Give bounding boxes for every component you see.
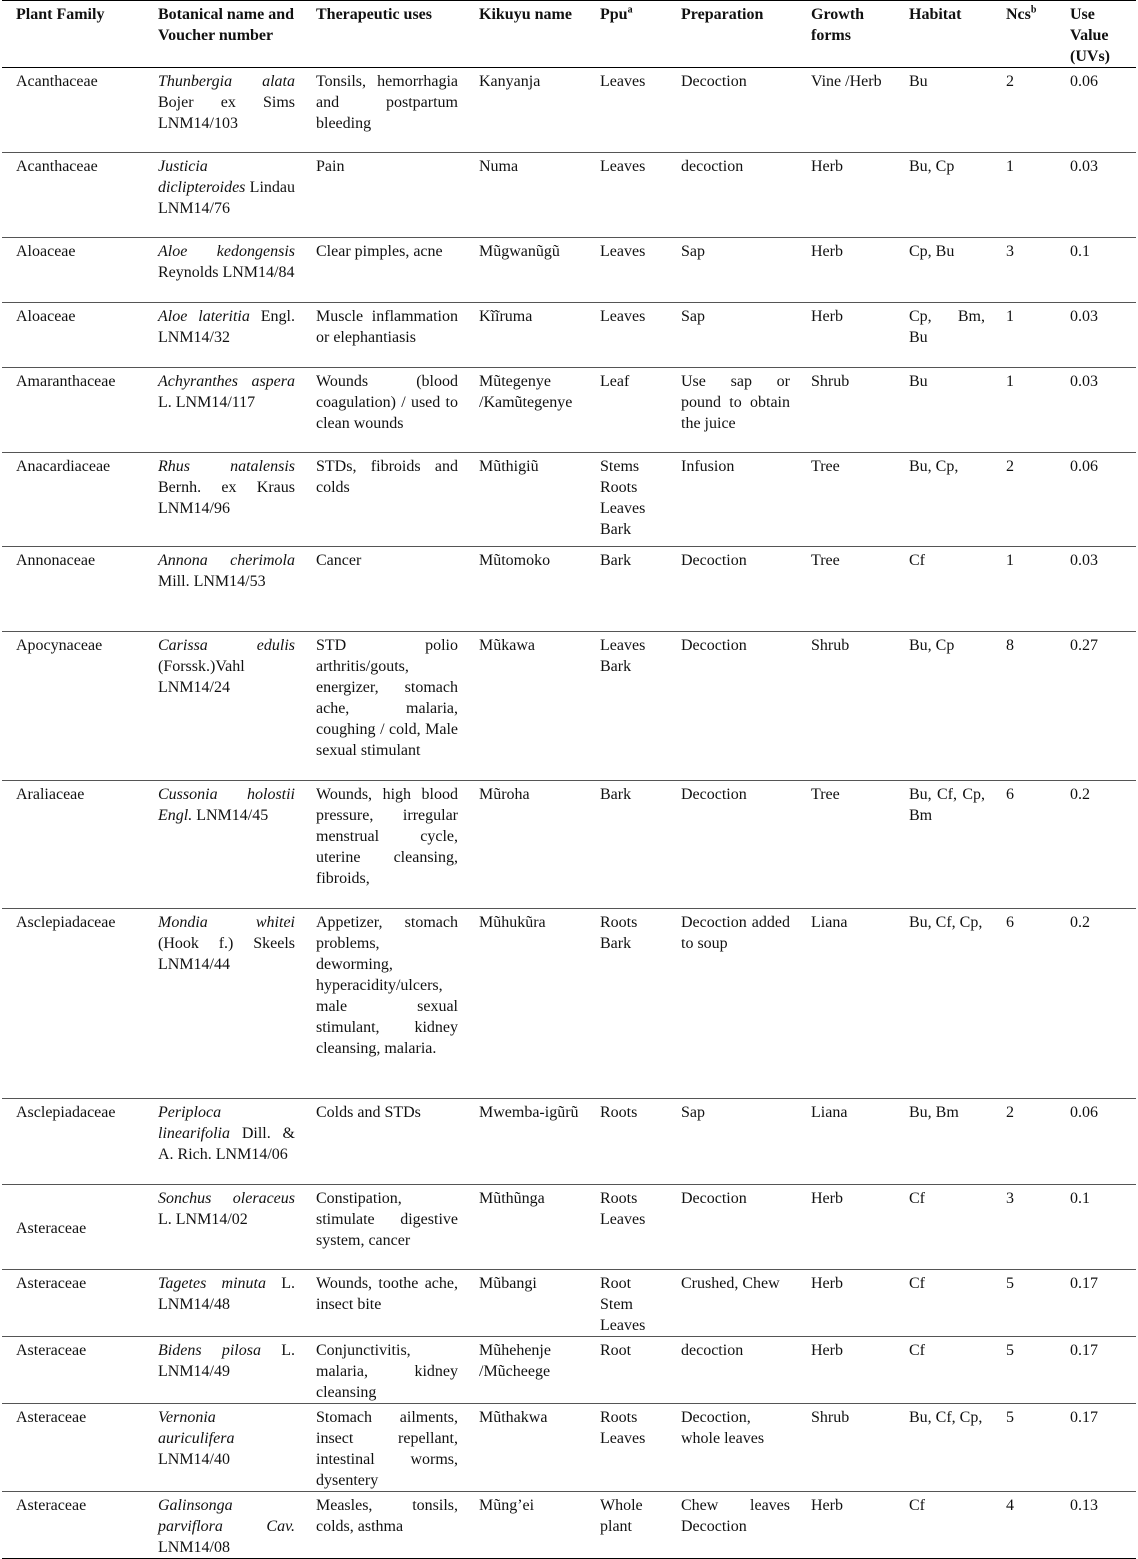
table-row xyxy=(2,303,1136,368)
cell-botanical xyxy=(144,1404,302,1492)
cell-botanical xyxy=(144,238,302,303)
species-name: Achyranthes aspera xyxy=(158,373,295,390)
cell-family: Asteraceae xyxy=(2,1492,144,1559)
cell-ppu: Whole plant xyxy=(586,1492,667,1559)
cell-uses: STD polio arthritis/gouts, energizer, stomach ache, malaria, coughing / cold, Male sexual stimulant xyxy=(302,632,465,781)
cell-ncs: 8 xyxy=(992,632,1056,781)
species-name: Aloe lateritia xyxy=(158,308,250,325)
cell-family: Aloaceae xyxy=(2,238,144,303)
cell-growth: Herb xyxy=(797,1185,895,1270)
cell-uses: Appetizer, stomach problems, deworming, hyperacidity/ulcers, male sexual stimulant, kidney cleansing, malaria. xyxy=(302,909,465,1099)
header-ppu-footnote: a xyxy=(627,4,633,16)
cell-ppu: Leaves xyxy=(586,153,667,238)
author-voucher: L. LNM14/117 xyxy=(158,394,256,411)
cell-habitat: Bu, Cp xyxy=(895,153,992,238)
cell-botanical xyxy=(144,781,302,909)
cell-prep: Crushed, Chew xyxy=(667,1270,797,1337)
cell-growth: Liana xyxy=(797,1099,895,1185)
cell-growth: Herb xyxy=(797,238,895,303)
cell-botanical xyxy=(144,68,302,153)
cell-ncs: 4 xyxy=(992,1492,1056,1559)
species-name: Justicia diclipteroides xyxy=(158,158,246,196)
cell-uses: Cancer xyxy=(302,547,465,632)
cell-ppu: Root Stem Leaves xyxy=(586,1270,667,1337)
cell-uv: 0.06 xyxy=(1056,1099,1136,1185)
cell-uv: 0.1 xyxy=(1056,238,1136,303)
cell-ncs: 2 xyxy=(992,1099,1056,1185)
header-family: Plant Family xyxy=(2,1,144,68)
cell-ppu: Roots Leaves xyxy=(586,1185,667,1270)
table-row xyxy=(2,1099,1136,1185)
cell-uses: Muscle inflammation or elephantiasis xyxy=(302,303,465,368)
cell-uv: 0.03 xyxy=(1056,368,1136,453)
cell-ppu: Roots xyxy=(586,1099,667,1185)
cell-botanical xyxy=(144,909,302,1099)
cell-uses: Measles, tonsils, colds, asthma xyxy=(302,1492,465,1559)
cell-uses: Tonsils, hemorrhagia and postpartum bleeding xyxy=(302,68,465,153)
cell-family: Asteraceae xyxy=(2,1337,144,1404)
header-prep: Preparation xyxy=(667,1,797,68)
cell-habitat: Cf xyxy=(895,1337,992,1404)
header-botanical: Botanical name and Voucher number xyxy=(144,1,302,68)
species-name: Rhus natalensis xyxy=(158,458,295,475)
author-voucher: Reynolds LNM14/84 xyxy=(158,264,295,281)
cell-ppu: Bark xyxy=(586,781,667,909)
cell-botanical xyxy=(144,1492,302,1559)
cell-ppu: Stems Roots Leaves Bark xyxy=(586,453,667,547)
cell-ppu: Roots Leaves xyxy=(586,1404,667,1492)
cell-habitat: Bu, Cf, Cp, xyxy=(895,1404,992,1492)
cell-kikuyu: Mũkawa xyxy=(465,632,586,781)
cell-ncs: 1 xyxy=(992,547,1056,632)
species-name: Aloe kedongensis xyxy=(158,243,295,260)
cell-prep: Sap xyxy=(667,303,797,368)
cell-prep: Decoction xyxy=(667,1185,797,1270)
table-row xyxy=(2,153,1136,238)
author-voucher: LNM14/45 xyxy=(196,807,269,824)
cell-ppu: Roots Bark xyxy=(586,909,667,1099)
table-row xyxy=(2,632,1136,781)
cell-kikuyu: Numa xyxy=(465,153,586,238)
species-name: Bidens pilosa xyxy=(158,1342,261,1359)
cell-ppu: Leaf xyxy=(586,368,667,453)
cell-habitat: Bu, Bm xyxy=(895,1099,992,1185)
cell-habitat: Bu, Cf, Cp, xyxy=(895,909,992,1099)
cell-prep: decoction xyxy=(667,1337,797,1404)
species-name: Thunbergia alata xyxy=(158,73,295,90)
author-voucher: LNM14/08 xyxy=(158,1539,230,1556)
cell-kikuyu: Mũgwanũgũ xyxy=(465,238,586,303)
cell-uv: 0.03 xyxy=(1056,153,1136,238)
cell-family: Asteraceae xyxy=(2,1270,144,1337)
cell-ncs: 5 xyxy=(992,1337,1056,1404)
cell-kikuyu: Mũtegenye /Kamũtegenye xyxy=(465,368,586,453)
cell-prep: Sap xyxy=(667,1099,797,1185)
cell-uv: 0.17 xyxy=(1056,1404,1136,1492)
cell-growth: Tree xyxy=(797,781,895,909)
cell-habitat: Bu, Cf, Cp, Bm xyxy=(895,781,992,909)
cell-prep: Infusion xyxy=(667,453,797,547)
cell-uv: 0.06 xyxy=(1056,68,1136,153)
cell-botanical xyxy=(144,1185,302,1270)
table-row xyxy=(2,547,1136,632)
table-row xyxy=(2,453,1136,547)
cell-ppu: Leaves xyxy=(586,238,667,303)
cell-family: Acanthaceae xyxy=(2,153,144,238)
cell-growth: Liana xyxy=(797,909,895,1099)
header-growth: Growth forms xyxy=(797,1,895,68)
cell-kikuyu: Mũtomoko xyxy=(465,547,586,632)
cell-botanical xyxy=(144,453,302,547)
cell-family: Asteraceae xyxy=(2,1404,144,1492)
cell-prep: Decoction, whole leaves xyxy=(667,1404,797,1492)
header-uses: Therapeutic uses xyxy=(302,1,465,68)
author-voucher: LNM14/40 xyxy=(158,1451,230,1468)
cell-botanical xyxy=(144,547,302,632)
cell-kikuyu: Mũthigiũ xyxy=(465,453,586,547)
species-name: Cussonia holostii Engl. xyxy=(158,786,295,824)
species-name: Annona cherimola xyxy=(158,552,295,569)
author-voucher: Bojer ex Sims LNM14/103 xyxy=(158,94,295,132)
header-ncs-label: Ncs xyxy=(1006,6,1031,23)
cell-botanical xyxy=(144,1270,302,1337)
cell-uv: 0.06 xyxy=(1056,453,1136,547)
header-ncs-footnote: b xyxy=(1030,4,1037,16)
cell-family: Araliaceae xyxy=(2,781,144,909)
cell-ncs: 1 xyxy=(992,303,1056,368)
cell-family: Acanthaceae xyxy=(2,68,144,153)
cell-family: Asclepiadaceae xyxy=(2,1099,144,1185)
cell-growth: Shrub xyxy=(797,1404,895,1492)
species-name: Vernonia auriculifera xyxy=(158,1409,235,1447)
cell-growth: Shrub xyxy=(797,368,895,453)
cell-ncs: 1 xyxy=(992,153,1056,238)
cell-growth: Tree xyxy=(797,547,895,632)
table-row xyxy=(2,1185,1136,1270)
header-habitat: Habitat xyxy=(895,1,992,68)
cell-uv: 0.1 xyxy=(1056,1185,1136,1270)
cell-growth: Shrub xyxy=(797,632,895,781)
author-voucher: (Hook f.) Skeels LNM14/44 xyxy=(158,935,295,973)
cell-ncs: 3 xyxy=(992,1185,1056,1270)
cell-prep: Decoction xyxy=(667,547,797,632)
species-name: Galinsonga parviflora Cav. xyxy=(158,1497,295,1535)
cell-uv: 0.2 xyxy=(1056,781,1136,909)
cell-uses: Wounds (blood coagulation) / used to clean wounds xyxy=(302,368,465,453)
cell-ncs: 1 xyxy=(992,368,1056,453)
cell-ncs: 2 xyxy=(992,68,1056,153)
cell-growth: Herb xyxy=(797,1492,895,1559)
cell-uses: Conjunctivitis, malaria, kidney cleansing xyxy=(302,1337,465,1404)
cell-prep: Chew leaves Decoction xyxy=(667,1492,797,1559)
cell-family: Asteraceae xyxy=(2,1185,144,1270)
cell-family: Apocynaceae xyxy=(2,632,144,781)
cell-habitat: Bu, Cp xyxy=(895,632,992,781)
cell-kikuyu: Mũthũnga xyxy=(465,1185,586,1270)
cell-prep: Decoction added to soup xyxy=(667,909,797,1099)
author-voucher: (Forssk.)Vahl LNM14/24 xyxy=(158,658,245,696)
plant-table xyxy=(2,0,1136,1559)
cell-kikuyu: Mũroha xyxy=(465,781,586,909)
author-voucher: Lindau LNM14/76 xyxy=(158,179,295,217)
cell-habitat: Cf xyxy=(895,1492,992,1559)
table-row xyxy=(2,1270,1136,1337)
author-voucher: Bernh. ex Kraus LNM14/96 xyxy=(158,479,295,517)
cell-uses: Wounds, high blood pressure, irregular menstrual cycle, uterine cleansing, fibroids, xyxy=(302,781,465,909)
header-ncs xyxy=(992,1,1056,68)
cell-ncs: 2 xyxy=(992,453,1056,547)
cell-growth: Tree xyxy=(797,453,895,547)
cell-habitat: Cf xyxy=(895,1270,992,1337)
table-row xyxy=(2,909,1136,1099)
cell-kikuyu: Mũng’ei xyxy=(465,1492,586,1559)
cell-uv: 0.17 xyxy=(1056,1270,1136,1337)
cell-prep: Decoction xyxy=(667,68,797,153)
header-ppu xyxy=(586,1,667,68)
cell-kikuyu: Mwemba-igũrũ xyxy=(465,1099,586,1185)
cell-uv: 0.13 xyxy=(1056,1492,1136,1559)
cell-ppu: Root xyxy=(586,1337,667,1404)
header-uv: Use Value (UVs) xyxy=(1056,1,1136,68)
header-kikuyu: Kikuyu name xyxy=(465,1,586,68)
cell-ncs: 5 xyxy=(992,1270,1056,1337)
cell-uses: Stomach ailments, insect repellant, intestinal worms, dysentery xyxy=(302,1404,465,1492)
cell-kikuyu: Mũbangi xyxy=(465,1270,586,1337)
species-name: Carissa edulis xyxy=(158,637,295,654)
table-row xyxy=(2,368,1136,453)
cell-growth: Herb xyxy=(797,1270,895,1337)
cell-ppu: Leaves Bark xyxy=(586,632,667,781)
author-voucher: L. LNM14/48 xyxy=(158,1275,295,1313)
cell-botanical xyxy=(144,153,302,238)
cell-kikuyu: Kanyanja xyxy=(465,68,586,153)
cell-habitat: Cf xyxy=(895,1185,992,1270)
cell-habitat: Cp, Bu xyxy=(895,238,992,303)
cell-growth: Herb xyxy=(797,303,895,368)
cell-ppu: Bark xyxy=(586,547,667,632)
author-voucher: Dill. & A. Rich. LNM14/06 xyxy=(158,1125,295,1163)
cell-growth: Herb xyxy=(797,153,895,238)
cell-kikuyu: Mũhehenje /Mũcheege xyxy=(465,1337,586,1404)
author-voucher: L. LNM14/49 xyxy=(158,1342,295,1380)
header-row xyxy=(2,1,1136,68)
cell-growth: Vine /Herb xyxy=(797,68,895,153)
cell-prep: Decoction xyxy=(667,632,797,781)
cell-habitat: Cp, Bm, Bu xyxy=(895,303,992,368)
cell-ncs: 6 xyxy=(992,781,1056,909)
cell-uses: Constipation, stimulate digestive system, cancer xyxy=(302,1185,465,1270)
table-row xyxy=(2,1404,1136,1492)
table-row xyxy=(2,1492,1136,1559)
species-name: Tagetes minuta xyxy=(158,1275,266,1292)
cell-botanical xyxy=(144,632,302,781)
cell-botanical xyxy=(144,303,302,368)
cell-uv: 0.2 xyxy=(1056,909,1136,1099)
cell-ppu: Leaves xyxy=(586,303,667,368)
author-voucher: Engl. LNM14/32 xyxy=(158,308,295,346)
table-row xyxy=(2,1337,1136,1404)
cell-ncs: 6 xyxy=(992,909,1056,1099)
cell-prep: Use sap or pound to obtain the juice xyxy=(667,368,797,453)
cell-botanical xyxy=(144,1099,302,1185)
cell-habitat: Bu, Cp, xyxy=(895,453,992,547)
cell-prep: Decoction xyxy=(667,781,797,909)
cell-uses: Colds and STDs xyxy=(302,1099,465,1185)
cell-family: Amaranthaceae xyxy=(2,368,144,453)
cell-uv: 0.27 xyxy=(1056,632,1136,781)
cell-kikuyu: Mũthakwa xyxy=(465,1404,586,1492)
cell-prep: Sap xyxy=(667,238,797,303)
cell-kikuyu: Kĩĩruma xyxy=(465,303,586,368)
cell-growth: Herb xyxy=(797,1337,895,1404)
cell-uv: 0.03 xyxy=(1056,303,1136,368)
cell-ppu: Leaves xyxy=(586,68,667,153)
cell-uses: Pain xyxy=(302,153,465,238)
cell-uv: 0.17 xyxy=(1056,1337,1136,1404)
cell-uses: Clear pimples, acne xyxy=(302,238,465,303)
cell-ncs: 5 xyxy=(992,1404,1056,1492)
species-name: Periploca linearifolia xyxy=(158,1104,230,1142)
cell-kikuyu: Mũhukũra xyxy=(465,909,586,1099)
table-row xyxy=(2,68,1136,153)
table-row xyxy=(2,781,1136,909)
cell-habitat: Bu xyxy=(895,68,992,153)
cell-botanical xyxy=(144,1337,302,1404)
species-name: Mondia whitei xyxy=(158,914,295,931)
header-ppu-label: Ppu xyxy=(600,6,628,23)
cell-family: Aloaceae xyxy=(2,303,144,368)
cell-uses: STDs, fibroids and colds xyxy=(302,453,465,547)
table-row xyxy=(2,238,1136,303)
cell-family: Anacardiaceae xyxy=(2,453,144,547)
cell-family: Annonaceae xyxy=(2,547,144,632)
cell-habitat: Bu xyxy=(895,368,992,453)
author-voucher: Mill. LNM14/53 xyxy=(158,573,266,590)
cell-botanical xyxy=(144,368,302,453)
author-voucher: L. LNM14/02 xyxy=(158,1211,248,1228)
cell-family: Asclepiadaceae xyxy=(2,909,144,1099)
cell-ncs: 3 xyxy=(992,238,1056,303)
cell-uv: 0.03 xyxy=(1056,547,1136,632)
cell-prep: decoction xyxy=(667,153,797,238)
cell-habitat: Cf xyxy=(895,547,992,632)
species-name: Sonchus oleraceus xyxy=(158,1190,295,1207)
cell-uses: Wounds, toothe ache, insect bite xyxy=(302,1270,465,1337)
